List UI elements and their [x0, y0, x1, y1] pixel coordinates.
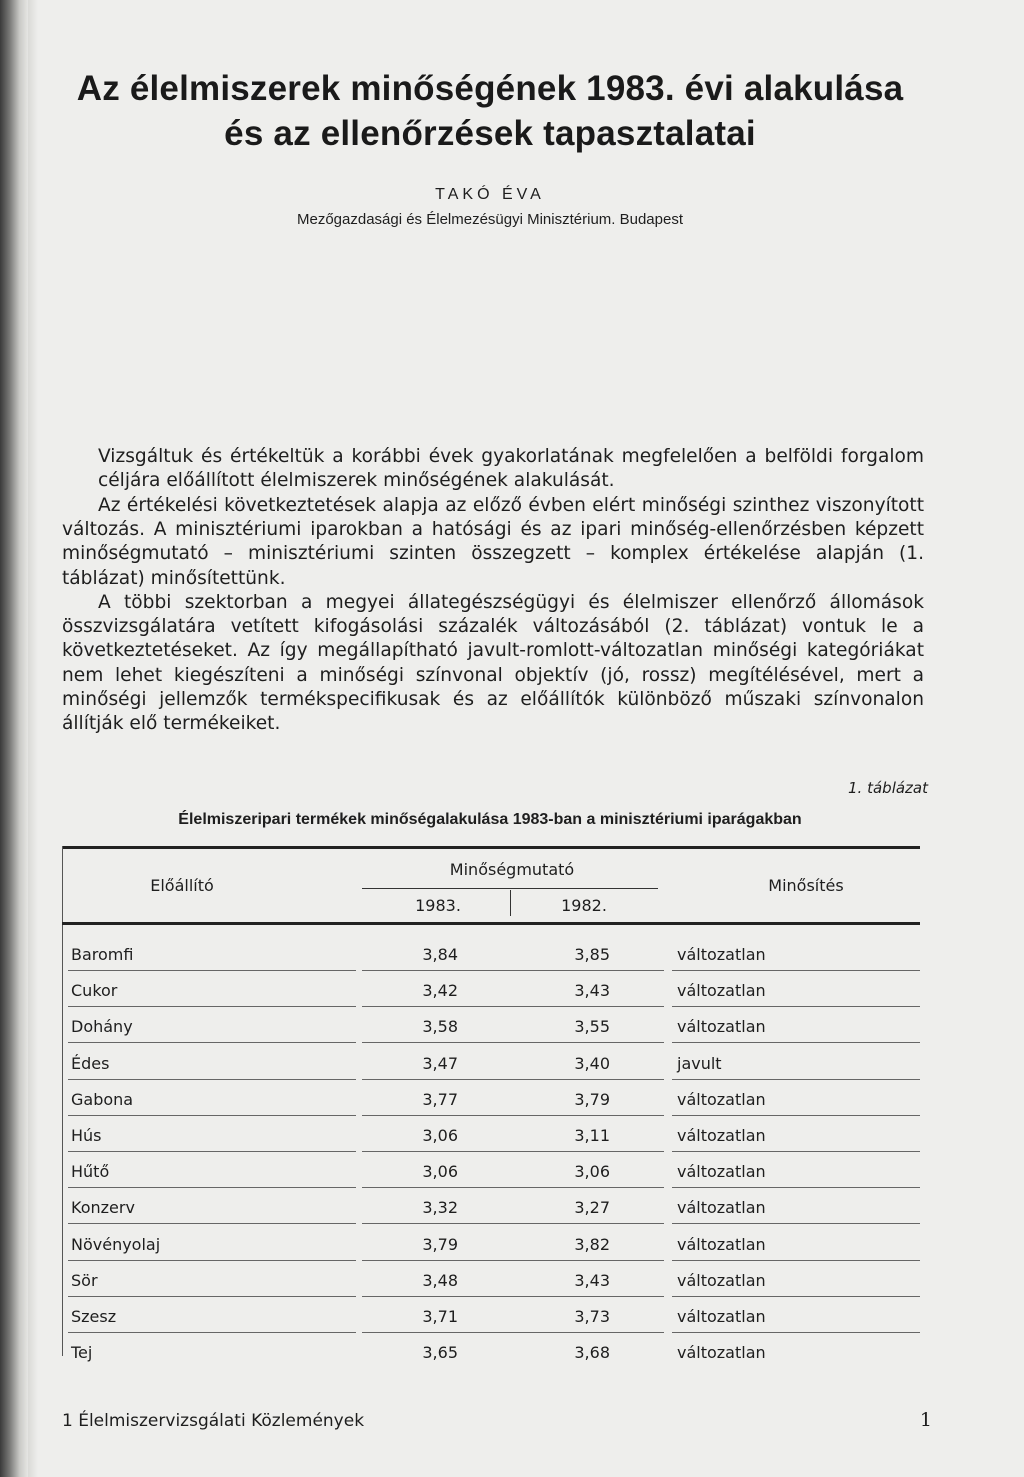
row-producer: Növényolaj — [71, 1234, 161, 1254]
row-rule — [362, 1187, 664, 1188]
footer-page-number: 1 — [919, 1409, 932, 1431]
row-rule — [672, 1006, 920, 1007]
table-row — [62, 1049, 920, 1085]
table-row — [62, 1121, 920, 1157]
row-rule — [672, 1115, 920, 1116]
row-rule — [362, 1151, 664, 1152]
row-rule — [362, 1115, 664, 1116]
body-paragraph-2: Az értékelési következtetések alapja az előző évben elért minőségi szinthez viszonyított változás. A minisztériumi iparokban a hatósági és az ipari minőség-ellenőrzésben képzett minőségmutató – minisztériumi szinten összegzett – komplex értékelése alapján (1. táblázat) minősítettünk. — [62, 495, 924, 589]
header-rating: Minősítés — [768, 876, 844, 895]
row-producer: Gabona — [71, 1089, 134, 1109]
table-row — [62, 1338, 920, 1374]
row-value-1983: 3,06 — [422, 1126, 458, 1145]
row-rule — [68, 1187, 356, 1188]
row-rating: változatlan — [677, 1198, 766, 1218]
row-producer: Tej — [71, 1343, 93, 1363]
row-value-1983: 3,42 — [422, 981, 458, 1001]
row-value-1983: 3,71 — [422, 1307, 458, 1326]
row-rule — [68, 1079, 356, 1080]
row-rule — [672, 1223, 920, 1224]
row-rule — [362, 1332, 664, 1333]
row-producer: Dohány — [71, 1017, 133, 1037]
row-rule — [672, 970, 920, 971]
body-paragraph-3: A többi szektorban a megyei állategészségügyi és élelmiszer ellenőrző állomások összvizsgálatára vetített kifogásolási százalék változásából (2. táblázat) vontuk le a következtetéseket. Az így megállapítható javult-romlott-változatlan minőségi kategóriákat nem lehet kiegészíteni a minőségi színvonal objektív (jó, rossz) megítélésével, mert a minőségi jellemzők termékspecifikusak és az előállítók különböző műszaki színvonalon állítják elő termékeiket. — [62, 592, 924, 735]
row-rule — [362, 1296, 664, 1297]
header-year-1982: 1982. — [561, 896, 607, 915]
header-quality-index: Minőségmutató — [449, 860, 575, 879]
row-rating: változatlan — [677, 1343, 766, 1363]
row-rule — [362, 1223, 664, 1224]
table-row — [62, 1193, 920, 1229]
row-value-1982: 3,73 — [574, 1307, 610, 1326]
article-title-line-1: Az élelmiszerek minőségének 1983. évi alakulása — [76, 69, 904, 108]
row-rating: változatlan — [677, 981, 766, 1001]
row-rating: változatlan — [677, 1017, 766, 1037]
table-top-rule — [62, 846, 920, 849]
row-producer: Hús — [71, 1126, 102, 1145]
author-affiliation: Mezőgazdasági és Élelmezésügyi Minisztérium. Budapest — [296, 211, 683, 228]
article-title-line-2: és az ellenőrzések tapasztalatai — [224, 114, 756, 153]
footer-journal: 1 Élelmiszervizsgálati Közlemények — [62, 1411, 365, 1431]
row-value-1982: 3,79 — [574, 1089, 610, 1109]
row-value-1983: 3,65 — [422, 1343, 458, 1363]
row-rating: változatlan — [677, 1307, 766, 1326]
row-value-1982: 3,27 — [574, 1198, 610, 1218]
table-row — [62, 1230, 920, 1266]
row-rating: változatlan — [677, 1089, 766, 1109]
row-producer: Baromfi — [71, 945, 134, 964]
row-value-1982: 3,06 — [574, 1162, 610, 1182]
row-rule — [68, 1042, 356, 1043]
row-rule — [68, 1332, 356, 1333]
table-row — [62, 1157, 920, 1193]
row-value-1982: 3,43 — [574, 1270, 610, 1290]
row-rule — [672, 1332, 920, 1333]
row-value-1983: 3,32 — [422, 1198, 458, 1218]
header-year-separator — [510, 890, 511, 916]
row-value-1983: 3,79 — [422, 1234, 458, 1254]
row-value-1982: 3,11 — [574, 1126, 610, 1145]
row-rule — [672, 1079, 920, 1080]
row-value-1982: 3,68 — [574, 1343, 610, 1363]
table-caption: Élelmiszeripari termékek minőségalakulása 1983-ban a minisztériumi iparágakban — [178, 811, 802, 828]
page-gutter — [28, 0, 38, 1477]
header-producer: Előállító — [150, 876, 214, 895]
row-rule — [672, 1260, 920, 1261]
row-value-1983: 3,48 — [422, 1270, 458, 1290]
row-value-1983: 3,58 — [422, 1017, 458, 1037]
row-rule — [672, 1042, 920, 1043]
header-year-1983: 1983. — [415, 896, 461, 915]
row-value-1983: 3,84 — [422, 945, 458, 964]
row-rule — [68, 970, 356, 971]
row-rating: változatlan — [677, 1126, 766, 1145]
row-rating: változatlan — [677, 1162, 766, 1182]
row-rule — [68, 1115, 356, 1116]
row-rule — [362, 1079, 664, 1080]
table-row — [62, 1302, 920, 1338]
table-row — [62, 976, 920, 1012]
row-rating: változatlan — [677, 1234, 766, 1254]
row-value-1983: 3,77 — [422, 1089, 458, 1109]
body-paragraph-1: Vizsgáltuk és értékeltük a korábbi évek gyakorlatának megfelelően a belföldi forgalom céljára előállított élelmiszerek minőségének alakulását. — [98, 446, 924, 492]
row-producer: Konzerv — [71, 1198, 135, 1218]
row-rule — [672, 1151, 920, 1152]
table-row — [62, 1085, 920, 1121]
row-value-1983: 3,47 — [422, 1053, 458, 1073]
table-row — [62, 940, 920, 976]
row-rating: változatlan — [677, 945, 766, 964]
header-group-rule — [362, 888, 658, 889]
row-value-1983: 3,06 — [422, 1162, 458, 1182]
row-rule — [362, 1260, 664, 1261]
row-value-1982: 3,43 — [574, 981, 610, 1001]
row-producer: Édes — [71, 1053, 110, 1073]
table-row — [62, 1012, 920, 1048]
row-rule — [68, 1223, 356, 1224]
row-rating: változatlan — [677, 1270, 766, 1290]
row-rule — [362, 1042, 664, 1043]
row-producer: Hűtő — [71, 1162, 110, 1182]
row-value-1982: 3,85 — [574, 945, 610, 964]
row-value-1982: 3,40 — [574, 1053, 610, 1073]
row-rule — [68, 1151, 356, 1152]
table-header-rule — [62, 922, 920, 925]
table-row — [62, 1266, 920, 1302]
row-rule — [68, 1006, 356, 1007]
row-rule — [68, 1296, 356, 1297]
row-producer: Cukor — [71, 981, 118, 1001]
book-spine-shadow — [0, 0, 28, 1477]
row-rule — [672, 1296, 920, 1297]
row-rule — [68, 1260, 356, 1261]
row-producer: Sör — [71, 1270, 98, 1290]
row-producer: Szesz — [71, 1307, 117, 1326]
row-value-1982: 3,82 — [574, 1234, 610, 1254]
author-name: TAKÓ ÉVA — [435, 186, 545, 203]
row-rule — [362, 970, 664, 971]
row-rule — [362, 1006, 664, 1007]
table-number: 1. táblázat — [848, 779, 928, 797]
row-rule — [672, 1187, 920, 1188]
row-value-1982: 3,55 — [574, 1017, 610, 1037]
row-rating: javult — [677, 1053, 722, 1073]
